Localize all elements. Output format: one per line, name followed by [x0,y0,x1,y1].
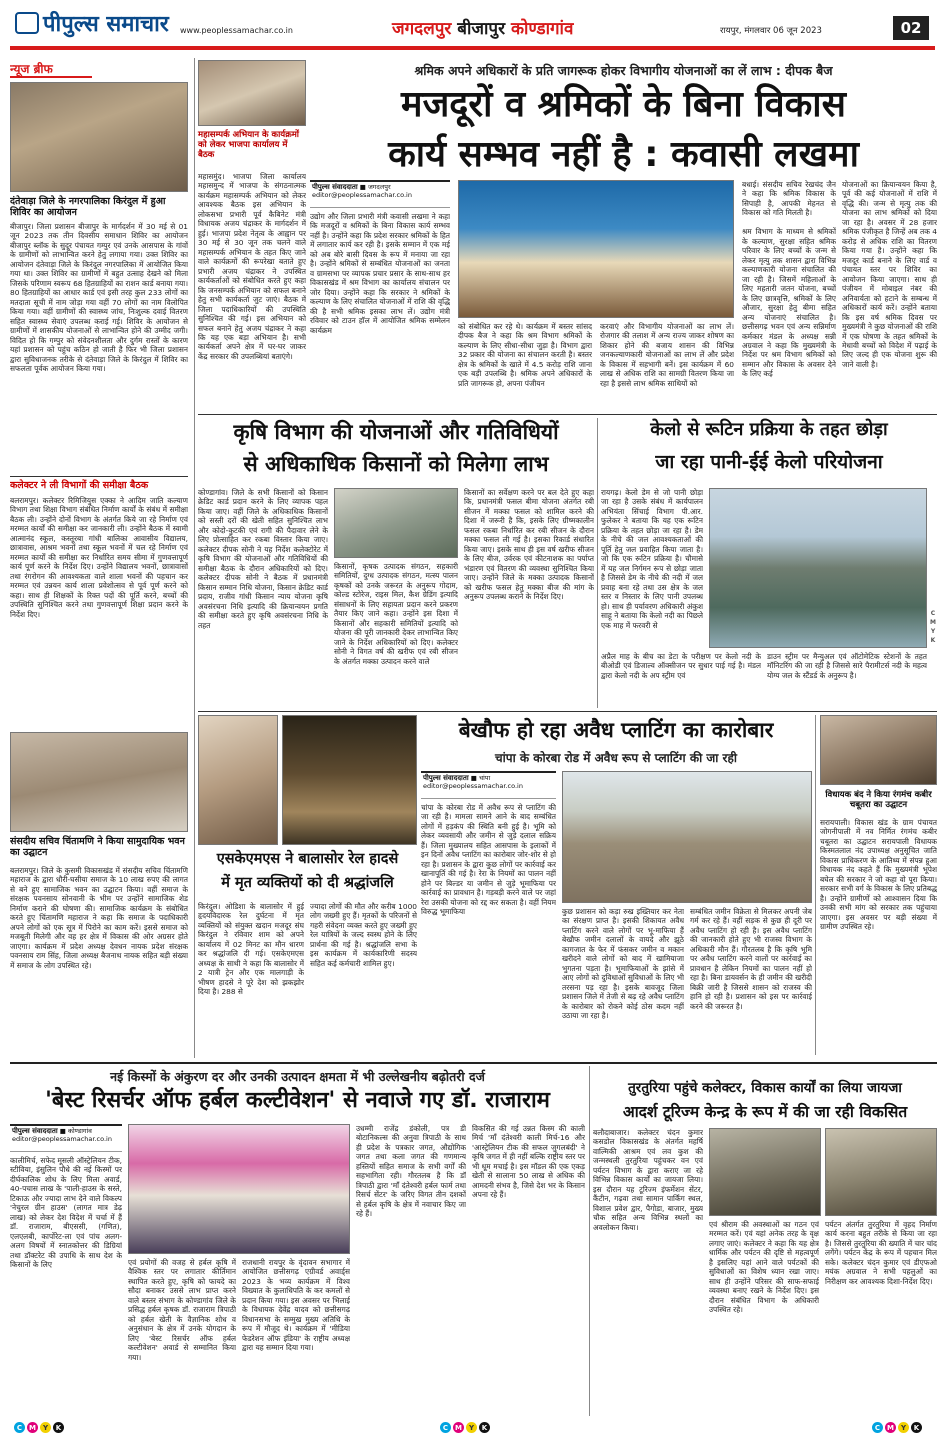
registration-mark-center [440,1422,490,1433]
kelo-col1: रायगढ़। केलो डेम से जो पानी छोड़ा जा रहा है उसके संबंध में कार्यपालन अभियंता सिंचाई विभाग पी.आर. फुलेकर ने बताया कि यह एक रूटिन प्रक्रिया के तहत छोड़ा जा रहा है। डेम के नीचे की जल आवश्यकताओं की पूर्ति हेतु जल प्रवाहित किया जाता है। जो कि एक रूटिन प्रक्रिया है। चौमासे में यह जल निर्गमन रूप से छोड़ा जाता है जिससे डेम के नीचे की नदी में जल प्रवाह बना रहे तथा उस क्षेत्र के जल स्तर व निस्तार के लिए पानी उपलब्ध हो। साथ ही पर्यावरण अधिकारी अंकुश साहू ने बताया कि केलो नदी का पिछले एक माह में फरवरी से [601,488,703,630]
bhawan-body: सरायपाली। विकास खंड के ग्राम पंचायत जोगनीपाली में नव निर्मित रंगमंच कबीर चबूतरा का उद्घाटन सरायपाली विधायक किस्मतलाल नंद उपाध्यक्ष अनुसूचित जाति विकास प्राधिकरण के आतिथ्य में संपन्न हुआ विधायक नंद कहते हैं कि मुख्यमंत्री भूपेश बघेल की सरकार ने जो कहा वो पूरा किया। सरकार सभी वर्ग के विकास के लिए प्रतिबद्ध है। उन्होंने ग्रामीणों को आश्वासन दिया कि उनकी सभी मांग को सरकार तक पहुंचाया जाएगा। इस अवसर पर बड़ी संख्या में ग्रामीण उपस्थित रहे। [820,818,937,932]
tuturia-photo-visit-2 [825,1128,937,1216]
herbal-byline-place: कोण्डागांव [67,1127,92,1135]
plotting-byline-email[interactable]: editor@peoplessamachar.co.in [423,781,523,790]
shraddhanjali-story [198,848,417,1058]
masthead [0,0,945,52]
lead-kicker: श्रमिक अपने अधिकारों के प्रति जागरूक होकर विभागीय योजनाओं का लें लाभ : दीपक बैज [414,63,833,78]
lower-rule [10,1062,937,1064]
col-divider-plotting [815,715,816,1055]
lead-headline-1: मजदूरों व श्रमिकों के बिना विकास [401,84,846,125]
regmark-right-c: C [872,1422,883,1433]
lead-byline: पीपुल्स संवाददाता ■ जगदलपुर editor@peoplessamachar.co.in [310,180,450,208]
herbal-col3: राजधानी रायपुर के वृंदावन सभागार में आयोजित छत्तीसगढ़ एग्रीवर्ड अवार्ड्स 2023 के भव्य कार्यक्रम में विश्व विख्यात के कुलाधिपति के कर कमलों से प्रदान किया गया। इस अवसर पर भिलाई के विधायक देवेंद्र यादव को छत्तीसगढ़ विधानसभा के सम्मुख मुख्य अतिथि के रूप में मौजूद थे। कार्यक्रम में 'मीडिया फेडरेशन ऑफ इंडिया' के राष्ट्रीय अध्यक्ष द्वारा यह सम्मान दिया गया। [242,1258,350,1353]
herbal-headline: 'बेस्ट रिसर्चर ऑफ हर्बल कल्टीवेशन' से नवाजे गए डॉ. राजाराम [45,1088,550,1113]
plotting-byline: पीपुल्स संवाददाता ■ चांपा editor@peoplessamachar.co.in [421,771,556,799]
dateline: रायपुर, मंगलवार 06 जून 2023 [720,26,822,36]
regmark-side-c: C [930,610,936,617]
kelo-photo-dam [709,488,927,648]
col-divider-left [194,58,195,1058]
bhawan-photo [820,715,937,785]
plotting-photo-land [562,771,812,903]
bjp-meeting-caption: महासम्पर्क अभियान के कार्यक्रमों को लेकर भाजपा कार्यालय में बैठक [198,130,300,161]
herbal-col4: उधम्मी राजेंद्र डंकोली, पत्र डी बोटानिकल्स की अनुवा त्रिपाठी के साथ ही प्रदेश के पत्रकार जगत, औद्योगिक जगत तथा कला जगत की गणमान्य हस्तियों सहित समाज के सभी वर्गों की सहभागिता रही। गौरतलब है कि डॉ त्रिपाठी द्वारा 'माँ दंतेश्वरी हर्बल फार्म तथा रिसर्च सेंटर' के जरिए विगत तीन दशकों से हर्बल कृषि के क्षेत्र में नवाचार किए जा रहे हैं। [356,1124,466,1219]
bjp-meeting-body: महासमुंद। भाजपा जिला कार्यालय महासमुन्द में भाजपा के संगठनात्मक कार्यक्रम महासम्पर्क अभियान को लेकर आवश्यक बैठक इस अभियान के लोकसभा प्रभारी पूर्व कैबिनेट मंत्री विधायक अजय चंद्राकर के मार्गदर्शन में हुई। भाजपा प्रदेश नेतृत्व के आह्वान पर 30 मई से 30 जून तक चलने वाले महासम्पर्क अभियान के तहत किए जाने वाले कार्यक्रमों की रूपरेखा बताते हुए प्रभारी अजय चंद्राकर ने उपस्थित कार्यकर्ताओं को संबोधित करते हुए कहा कि जनसम्पर्क अभियान को सफल बनाने हेतु सभी कार्यकर्ता जुट जाएं। बैठक में जिला पदाधिकारियों की उपस्थिति सुनिश्चित की गई। इस अभियान को सफल बनाने हेतु अजय चंद्राकर ने कहा कि यह एक बड़ा अभियान है। सभी कार्यकर्ता अपने क्षेत्र में घर-घर जाकर केंद्र सरकार की उपलब्धियां बताएंगे। [198,172,306,361]
brief-story1-title: दंतेवाड़ा जिले के नगरपालिका किरंदुल में हुआ शिविर का आयोजन [10,196,166,219]
registration-mark-right [872,1422,922,1433]
news-brief-label [10,58,92,78]
regmark-y: Y [40,1422,51,1433]
lead-photo-stage [458,180,734,318]
agri-headline-2: से अधिकाधिक किसानों को मिलेगा लाभ [243,452,549,476]
brief-photo-inauguration [10,732,188,832]
col-divider-agri [597,418,598,708]
regmark-right-m: M [885,1422,896,1433]
agri-story [198,418,594,710]
tuturia-headline-1: तुरतुरिया पहुंचे कलेक्टर, विकास कार्यों का लिया जायजा [628,1080,902,1096]
plotting-col1: चांपा के कोरबा रोड में अवैध रूप से प्लाटिंग की जा रही है। मामला सामने आने के बाद सम्बंधित लोगों में हड़कंप की स्थिति बनी हुई है। भूमि को लेकर व्यवसायी और जमीन से जुड़े दलाल सक्रिय हैं। जिला मुख्यालय सहित आसपास के इलाकों में इन दिनों अवैध प्लाटिंग का कारोबार जोर-शोर से हो रहा है। प्रशासन के द्वारा कुछ लोगों पर कार्रवाई कर खानापूर्ति की गई है। रेरा के नियमों का पालन नहीं होने पर बिल्डर या जमीन से जुड़े भूमाफिया पर कार्रवाई का प्रावधान है। गड़बड़ी करने वाले पर जहां रेरा उसकी योजना को रद्द कर सकता है। वहीं नियम विरुद्ध भूमाफिया [421,803,556,917]
herbal-byline-email[interactable]: editor@peoplessamachar.co.in [12,1134,112,1143]
regmark-center-c: C [440,1422,451,1433]
lead-col3: करवाएं और विभागीय योजनाओं का लाभ लें। रोजगार की तलाश में अन्य राज्य जाकर शोषण का शिकार होने की बजाय शासन की विभिन्न जनकल्याणकारी योजनाओं का लाभ लें और प्रदेश के विकास में सहभागी बनें। इस कार्यक्रम में 60 लाख से अधिक राशि का सामग्री वितरण किया जा रहा है इससे लाभ श्रमिक साथियों को [600,322,734,388]
herbal-photo-award [128,1124,350,1254]
edition-names [392,16,573,39]
herbal-byline: पीपुल्स संवाददाता ■ कोण्डागांव editor@peoplessamachar.co.in [10,1124,122,1152]
edition-3: कोण्डागांव [510,19,574,39]
regmark-side-k: K [930,637,936,644]
herbal-col5: विकसित की गई उन्नत किस्म की काली मिर्च 'माँ दंतेश्वरी काली मिर्च-16 और 'आस्ट्रेलियन टीक की सफल जुगलबंदी' ने कृषि जगत में ही नहीं बल्कि राष्ट्रीय स्तर पर भी धूम मचाई है। इस मॉडल की एक एकड़ खेती से सालाना 50 लाख से अधिक की आमदनी संभव है, जिसे देश भर के किसान अपना रहे हैं। [472,1124,585,1200]
regmark-c: C [14,1422,25,1433]
registration-mark-left [14,1422,64,1433]
brief-divider-1 [10,476,188,477]
regmark-right-y: Y [898,1422,909,1433]
lead-col4: बधाई। संसदीय सचिव रेखचंद जैन ने कहा कि श्रमिक विकास के सिपाही है, आपकी मेहनत से विकास को गति मिलती है। श्रम विभाग के माध्यम से श्रमिकों के कल्याण, सुरक्षा सहित श्रमिक परिवार के लिए बच्चों के जन्म से लेकर मृत्यु तक शासन द्वारा विभिन्न कल्याणकारी योजना संचालित की जा रही है। जिसमें महिलाओं के लिए महतारी जतन योजना, बच्चों के लिए छात्रवृत्ति, श्रमिकों के लिए औजार, सुरक्षा हेतु बीमा सहित अन्य योजनाएं संचालित है। छत्तीसगढ़ भवन एवं अन्य सन्निर्माण कर्मकार मंडल के अध्यक्ष सन्नी अग्रवाल ने कहा कि मुख्यमंत्री के निर्देश पर श्रम विभाग श्रमिकों को सम्मान और विकास के अवसर देने के लिए कई [742,180,836,379]
tuturia-story [593,1066,937,1416]
plotting-byline-name: पीपुल्स संवाददाता [423,774,469,782]
lead-byline-name: पीपुल्स संवाददाता [312,183,358,191]
kelo-photo-caption-1: अप्रैल माह के बीच का डेटा के परीक्षण पर केलो नदी के बीओडी एवं डिजाल्व ऑक्सीजन पर सुधार पाई गई है। मंडल द्वारा केलो नदी के अप स्ट्रीम एवं [601,652,761,680]
lead-col5: योजनाओं का क्रियान्वयन किया है, पूर्व की कई योजनाओं में राशि में वृद्धि की। जन्म से मृत्यु तक की योजना का लाभ श्रमिकों को दिया जा रहा है। अवसर में 28 हजार श्रमिक पंजीकृत है जिन्हें अब तक 4 करोड़ से अधिक राशि का वितरण किया गया है। उन्होंने कहा कि मजदूर कार्ड बनाने के लिए वार्ड व पंचायत स्तर पर शिविर का आयोजन किया जाएगा। साथ ही पंजीयन में मोबाइल नंबर की अनिवार्यता को हटाने के सम्बन्ध में अधिकारों कार्य करें। उन्होंने बताया कि इस वर्ष श्रमिक दिवस पर मुख्यमंत्री ने कुछ योजनाओं की राशि में एक घोषणा के तहत श्रमिकों के मेधावी बच्चों को विदेश में पढ़ाई के लिए जल्द ही एक योजना शुरू की जाने वाली है। [842,180,937,369]
kelo-photo-caption-2: डाउन स्ट्रीम पर मैन्युअल एवं ऑटोमेटिक स्टेशनों के तहत मॉनिटरिंग की जा रही है जिससे सारे पैरामीटर्स नदी के महत्व योग्य जल के स्टैंडर्ड के अनुरूप है। [767,652,927,680]
brand-name: पीपुल्स समाचार [43,11,169,37]
tuturia-col3: पर्यटन अंतर्गत तुरतुरिया में वृहद निर्माण कार्य करना बहुत तरीके से किया जा रहा है। जिससे तुरतुरिया की ख्याति में चार चांद लगेंगे। पर्यटन केंद्र के रूप में पहचान मिल सके। कलेक्टर चंदन कुमार एवं डीएफओ मयंक अग्रवाल ने सभी पहलुओं का निरीक्षण कर आवश्यक दिशा-निर्देश दिए। [825,1220,937,1286]
regmark-center-y: Y [466,1422,477,1433]
regmark-side-y: Y [930,628,936,635]
herbal-kicker: नई किस्मों के अंकुरण दर और उनकी उत्पादन क्षमता में भी उल्लेखनीय बढ़ोतरी दर्ज [110,1069,485,1084]
lead-col2: को संबोधित कर रहे थे। कार्यक्रम में बस्तर सांसद दीपक बैज ने कहा कि श्रम विभाग श्रमिकों के कल्याण के लिए सीधा-सीधा जुड़ा है। विभाग द्वारा 32 प्रकार की योजना का संचालन करती है। बस्तर क्षेत्र के श्रमिकों के खाते में 4.5 करोड़ राशि जाना एक बड़ी उपलब्धि है। श्रमिक अपने अधिकारों के प्रति जागरूक हो, अपना पंजीयन [458,322,592,388]
shraddhanjali-col1: किरंदुल। ओडिशा के बालासोर में हुई हृदयविदारक रेल दुर्घटना में मृत व्यक्तियों को संयुक्त खदान मजदूर संघ किरंदुल ने रविवार शाम को अपने कार्यालय में 02 मिनट का मौन धारण कर श्रद्धांजलि दी गई। एसकेएमएस अध्यक्ष के साथी ने कहा कि बालासोर में 2 यात्री ट्रेन और एक मालगाड़ी के भीषण हादसे ने पूरे देश को झकझोर दिया है। 288 से [198,902,304,997]
agri-col1: कोण्डागांव। जिले के सभी किसानों को किसान क्रेडिट कार्ड प्रदान करने के लिए व्यापक पहल किया जाए। वहीं जिले के अधिकाधिक किसानों को सस्ती दरों की खेती सहित सुनिश्चित लाभ और कोदो-कुटकी एवं रागी की पैदावार लेने के लिए प्रोत्साहित कर रकबा विस्तार किया जाए। कलेक्टर दीपक सोनी ने यह निर्देश कलेक्टोरेट में कृषि विभाग की योजनाओं और गतिविधियों की समीक्षा बैठक के दौरान अधिकारियों को दिए। कलेक्टर दीपक सोनी ने बैठक में प्रधानमंत्री किसान सम्मान निधि योजना, किसान क्रेडिट कार्ड प्रदाय, राजीव गांधी किसान न्याय योजना कृषि अवसंरचना निधि इत्यादि की क्रियान्वयन प्रगति की समीक्षा करते हुए कृषि अवसंरचना निधि के तहत [198,488,328,630]
website-url[interactable]: www.peoplessamachar.co.in [180,26,293,35]
registration-mark-side [928,610,938,644]
photo-night-gathering [282,715,417,845]
herbal-col2: एवं प्रयोगों की वजह से हर्बल कृषि में वैश्विक स्तर पर लगातार कीर्तिमान स्थापित करते हुए, कृषि को फायदे का सौदा बनाकर उससे लाभ प्राप्त करने वाले बस्तर संभाग के कोण्डागांव जिले के प्रसिद्ध हर्बल कृषक डॉ. राजाराम त्रिपाठी को हर्बल खेती के वैज्ञानिक शोध व अनुसंधान के क्षेत्र में उनके योगदान के लिए 'बेस्ट रिसर्चर ऑफ हर्बल कल्टीवेशन' अवार्ड से सम्मानित किया गया। [128,1258,236,1362]
lead-col1: उद्योग और जिला प्रभारी मंत्री कवासी लखमा ने कहा कि मजदूरों व श्रमिकों के बिना विकास कार्य सम्भव नहीं है। उन्होंने कहा कि प्रदेश सरकार श्रमिकों के हित में लगातार कार्य कर रही है। इसके सम्मान में एक मई को अब बोरे बासी दिवस के रूप में मनाया जा रहा है। उन्होंने श्रमिकों से सम्बंधित योजनाओं का जनता व ग्रामसभा पर व्यापक प्रचार प्रसार के साथ-साथ हर विकासखंड में श्रम विभाग का कार्यालय संचालन पर जोर दिया। उन्होंने कहा कि सरकार ने श्रमिकों के कल्याण के लिए संचालित योजनाओं में राशि की वृद्धि की है सभी श्रमिक इसका लाभ लें। उद्योग मंत्री रविवार को टाउन हॉल में आयोजित श्रमिक सम्मेलन कार्यक्रम [310,212,450,335]
plotting-headline: बेखौफ हो रहा अवैध प्लाटिंग का कारोबार [458,718,774,742]
bjp-meeting-photo [198,60,306,126]
shraddhanjali-col2: ज्यादा लोगों की मौत और करीब 1000 लोग जख्मी हुए हैं। मृतकों के परिजनों से गहरी संवेदना व्यक्त करते हुए जख्मी हुए रेल यात्रियों के जल्द स्वस्थ होने के लिए प्रार्थना की गई है। श्रद्धांजलि सभा के इस कार्यक्रम में कार्यकारिणी सदस्य सहित कई कर्मचारी शामिल हुए। [310,902,417,968]
edition-1: जगदलपुर [392,19,452,39]
agri-col2: किसानों, कृषक उत्पादक संगठन, सहकारी समितियों, दुग्ध उत्पादक संगठन, मत्स्य पालन कृषकों को उनके जरूरत के अनुरूप गोदाम, कोल्ड स्टोरेज, राइस मिल, कैश ग्रेडिंग इत्यादि संसाधनों के लिए सहायता प्रदान करने प्रकरण तैयार किए जाने कहा। उन्होंने इस दिशा में किसानों और सहकारी समितियों इत्यादि को योजना की पूरी जानकारी देकर लाभान्वित किए जाने के निर्देश अधिकारियों को दिए। कलेक्टर सोनी ने विगत वर्ष की खरीफ एवं रबी सीजन के अंतर्गत मक्का उत्पादन करने वाले [334,562,458,666]
regmark-k: K [53,1422,64,1433]
plotting-subhead: चांपा के कोरबा रोड में अवैध रूप से प्लाटिंग की जा रही [495,751,737,765]
brief-photo-camp [10,82,188,192]
lead-byline-place: जगदलपुर [367,183,391,191]
agri-col3: किसानों का सर्वेक्षण करने पर बल देते हुए कहा कि, प्रधानमंत्री फसल बीमा योजना अंतर्गत रबी सीजन में मक्का फसल को शामिल करने की दिशा में जरूरी है कि, इसके लिए ग्रीष्मकालीन फसल रकबा निर्धारित कर रबी सीजन के दौरान मक्का फसल ली गई है। इसका रिकार्ड संधारित किया जाए। इसके साथ ही इस वर्ष खरीफ सीजन के लिए बीज, उर्वरक एवं कीटनाशक का पर्याप्त भंडारण एवं वितरण की व्यवस्था सुनिश्चित किया जाए। उन्होंने जिले के मक्का उत्पादक किसानों को खरीफ फसल हेतु मक्का बीज की मांग के अनुरूप उपलब्ध कराने के निर्देश दिए। [464,488,594,602]
lead-headline-2: कार्य सम्भव नहीं है : कवासी लखमा [388,134,859,175]
agri-headline-1: कृषि विभाग की योजनाओं और गतिविधियों [233,420,559,444]
page-number: 02 [893,16,929,40]
kelo-headline-1: केलो से रूटिन प्रक्रिया के तहत छोड़ा [650,419,888,440]
kelo-story [601,418,937,710]
brief-story2-body: बलरामपुर। कलेक्टर रिमिजियुस एक्का ने आदिम जाति कल्याण विभाग तथा शिक्षा विभाग संबंधित निर्माण कार्यों के संबंध में समीक्षा बैठक ली। उन्होंने दोनों विभाग के अंतर्गत किये जा रहे निर्माण एवं मरम्मत कार्यों की समीक्षा कर जानकारी ली। उन्होंने बैठक में स्वामी आत्मानंद स्कूल, कस्तूरबा गांधी बालिका आवासीय विद्यालय, छात्रावास, आश्रम भवनों तथा स्कूल भवनों में चल रहे निर्माण एवं मरम्मत कार्यों की समीक्षा कर निर्धारित समय सीमा में गुणवत्तापूर्ण कार्य पूर्ण करने के निर्देश दिए। उन्होंने विद्यालय भवनों, छात्रावासों तथा रंगरोगन की आवश्यकता वाले शाला भवनों की पहचान कर मरम्मत एवं उन्नयन कार्य शाला प्रवेशोत्सव से पूर्व पूर्ण करने को कहा। साथ ही शिक्षकों के रिक्त पदों की पूर्ति करने, बच्चों की उपस्थिति सुनिश्चित करने तथा गुणवत्तापूर्ण शिक्षा प्रदान करने के निर्देश दिए। [10,496,188,619]
regmark-side-m: M [930,619,936,626]
lead-bottom-rule [198,414,937,415]
regmark-right-k: K [911,1422,922,1433]
bhawan-caption: विधायक बंद ने किया रंगमंच कबीर चबूतरा का उद्घाटन [825,790,932,811]
regmark-center-k: K [479,1422,490,1433]
brief-story2-title: कलेक्टर ने ली विभागों की समीक्षा बैठक [10,480,149,491]
tuturia-col1: बलौदाबाजार। कलेक्टर चंदन कुमार कसडोल विकासखंड के अंतर्गत महर्षि वाल्मिकी आश्रम एवं लव कुश की जन्मस्थली तुरतुरिया पहुंचकर वन एवं पर्यटन विभाग के द्वारा कराए जा रहे विभिन्न विकास कार्यों का जायजा लिया। इस दौरान यह टूरिज्म इंफर्मेशन सेंटर, कैंटीन, गढ़वा तथा सामान पार्किंग स्थल, विशाल प्रवेश द्वार, पैगोडा, बाजार, मुख्य चौक सहित अन्य विभिन्न स्थलों का अवलोकन किया। [593,1128,703,1232]
tuturia-photo-visit-1 [709,1128,821,1216]
lead-story [310,58,937,412]
plotting-col3: सम्बंधित जमीन विक्रेता से मिलकर अपनी जेब गर्म कर रहे हैं। वहीं सड़क से कुछ ही दूरी पर अवैध प्लाटिंग हो रही है। इस अवैध प्लाटिंग की जानकारी होते हुए भी राजस्व विभाग के अधिकारी मौन हैं। गौरतलब है कि कृषि भूमि पर अवैध प्लाटिंग करने वालों पर कार्रवाई का प्रावधान है लेकिन नियमों का पालन नहीं हो रहा है। बिना डायवर्सन के ही जमीन की खरीदी बिक्री जारी है जिससे शासन को राजस्व की हानि हो रही है। प्रशासन को इस पर कार्रवाई करने की जरूरत है। [690,907,812,1011]
edition-2: बीजापुर [457,19,506,39]
tuturia-headline-2: आदर्श टूरिज्म केन्द्र के रूप में की जा रही विकसित [622,1103,908,1121]
herbal-col1: कालीमिर्च, सफेद मूसली ऑस्ट्रेलियन टीक, स्टीविया, इंसुलिन पौधे की नई किस्मों पर दीर्घकालिक शोध के लिए मिला अवार्ड, 40-पचास लाख के 'पाली-हाउस के सस्ते, टिकाऊ और ज्यादा लाभ देने वाले विकल्प 'नेचुरल ग्रीन हाउस' (लागत मात्र डेढ़ लाख) को लेकर देश विदेश में चर्चा में हैं डॉ. राजाराम, बीएससी, (गणित), एलएलबी, कार्पोरेट-ला एवं पांच अलग-अलग विषयों में स्नातकोत्तर की डिग्रियां तथा डॉक्टरेट की उपाधि के साथ देश के किसानों के लिए [10,1156,122,1270]
masthead-rule [10,46,935,50]
regmark-center-m: M [453,1422,464,1433]
kelo-headline-2: जा रहा पानी-ईई केलो परियोजना [655,451,883,473]
brand-logo-mark [15,12,39,34]
col-divider-bottom [589,1066,590,1416]
shraddhanjali-headline-1: एसकेएमएस ने बालासोर रेल हादसे [216,851,399,867]
herbal-story [10,1066,585,1416]
lead-byline-email[interactable]: editor@peoplessamachar.co.in [312,190,412,199]
photo-felicitation [198,715,278,845]
plotting-col2: कुछ प्रशासन को कड़ा रुख इख्तियार कर नेता का संरक्षण प्राप्त है। इसकी शिकायत अवैध प्लाटिंग करने वाले लोगों पर भू-माफिया हैं बेखौफ जमीन दलालों के वायदे और झूठे कागजात के फेर में फंसकर जमीन व मकान खरीदने वाले लोगों को बाद में खामियाजा भुगतना पड़ता है। भूमाफियाओं के झांसे में आए लोगों को दुविधाओं सुविधाओं के लिए भी तरसना पड़ रहा है। इसके बावजूद जिला प्रशासन जिले में तेजी से बढ़ रहे अवैध प्लाटिंग के कारोबार को रोकने कोई ठोस कदम नहीं उठाया जा रहा है। [562,907,684,1021]
mid-rule [198,711,937,712]
regmark-m: M [27,1422,38,1433]
news-brief-column [10,58,190,1058]
brief-story3-body: बलरामपुर। जिले के कुसमी विकासखंड में संसदीय सचिव चिंतामणि महाराज के द्वारा धौरी-घसीया समाज के 10 लाख रुपए की लागत से बने हुए सामाजिक भवन का उद्घाटन किया। वहीं समाज के संरक्षक पवनसाय सोनवानी के भीम पर उन्होंने सामाजिक शेड निर्माण कराने की घोषणा की। सामाजिक कार्यक्रम के संबोधित करते हुए चिंतामणि महाराज ने कहा कि समाज के पदाधिकारी अपने लोगों को एक सूत्र में पिरोने का काम करें। इससे समाज को मजबूती मिलेगी और वह हर क्षेत्र में विकास की ओर अग्रसर होते जाएगा। कार्यक्रम में प्रदेश अध्यक्ष देवधन नायक प्रदेश संरक्षक पवनसाय राम सिंह, जिला अध्यक्ष बैजनाथ नायक सहित बड़ी संख्या में समाज के लोग उपस्थित रहे। [10,866,188,970]
brief-story1-body: बीजापुर। जिला प्रशासन बीजापुर के मार्गदर्शन में 30 मई से 01 जून 2023 तक तीन दिवसीय समाधान शिविर का आयोजन बीजापुर ब्लॉक के सुदूर पंचायत गम्पुर एवं उनके आसपास के गांवों के ग्रामीणों को लाभान्वित करने हेतु लगाया गया। उक्त शिविर का आयोजन दंतेवाड़ा जिले के किरंदुल नगरपालिका में आयोजित किया गया था। उक्त शिविर का ग्रामीणों में बहुत उत्साह देखने को मिला जिसके परिणाम स्वरूप 68 हितग्राहियों का राशन कार्ड बनाया गया। 80 हितग्राहियों का आधार कार्ड एवं इसी तरह कुल 233 लोगों का मतदाता सूची में नाम जोड़ा गया वहीं 70 लोगों का नाम विलोपित किया गया। वहीं ग्रामीणों की स्वास्थ्य जांच, निःशुल्क दवाई वितरण सहित स्वास्थ्य सेवाएं उपलब्ध कराई गई। शिविर के आयोजन से ग्रामीणों में शासकीय योजनाओं से लाभान्वित होने की उम्मीद जगी। विदित हो कि गम्पुर को संवेदनशीलता और दुर्गम रास्तों के कारण यहां प्रशासन को पहुंच कठिन हो जाती है फिर भी जिला प्रशासन द्वारा सुविधाजनक तरीके से दंतेवाड़ा जिले के किरंदुल में शिविर का सफलता पूर्वक आयोजन किया गया। [10,222,188,374]
brief-story3-caption: संसदीय सचिव चिंतामणि ने किया सामुदायिक भवन का उद्घाटन [10,836,185,859]
plotting-byline-place: चांपा [478,774,491,782]
shraddhanjali-headline-2: में मृत व्यक्तियों को दी श्रद्धांजलि [221,875,394,891]
tuturia-col2: एवं श्रीराम की अवस्थाओं का गठन एवं मरम्मत करें। एवं यहां अनेक तरह के वृक्ष लगाए जाएं। कलेक्टर ने कहा कि यह क्षेत्र धार्मिक और पर्यटन की दृष्टि से महत्वपूर्ण है इसलिए यहां आने वाले पर्यटकों की सुविधाओं का विशेष ध्यान रखा जाए। साथ ही उन्होंने परिसर की साफ-सफाई व्यवस्था बनाए रखने के निर्देश दिए। इस दौरान संबंधित विभाग के अधिकारी उपस्थित रहे। [709,1220,819,1315]
news-brief-title: न्यूज ब्रीफ [10,62,53,76]
agri-photo-meeting [334,488,458,558]
herbal-byline-name: पीपुल्स संवाददाता [12,1127,58,1135]
